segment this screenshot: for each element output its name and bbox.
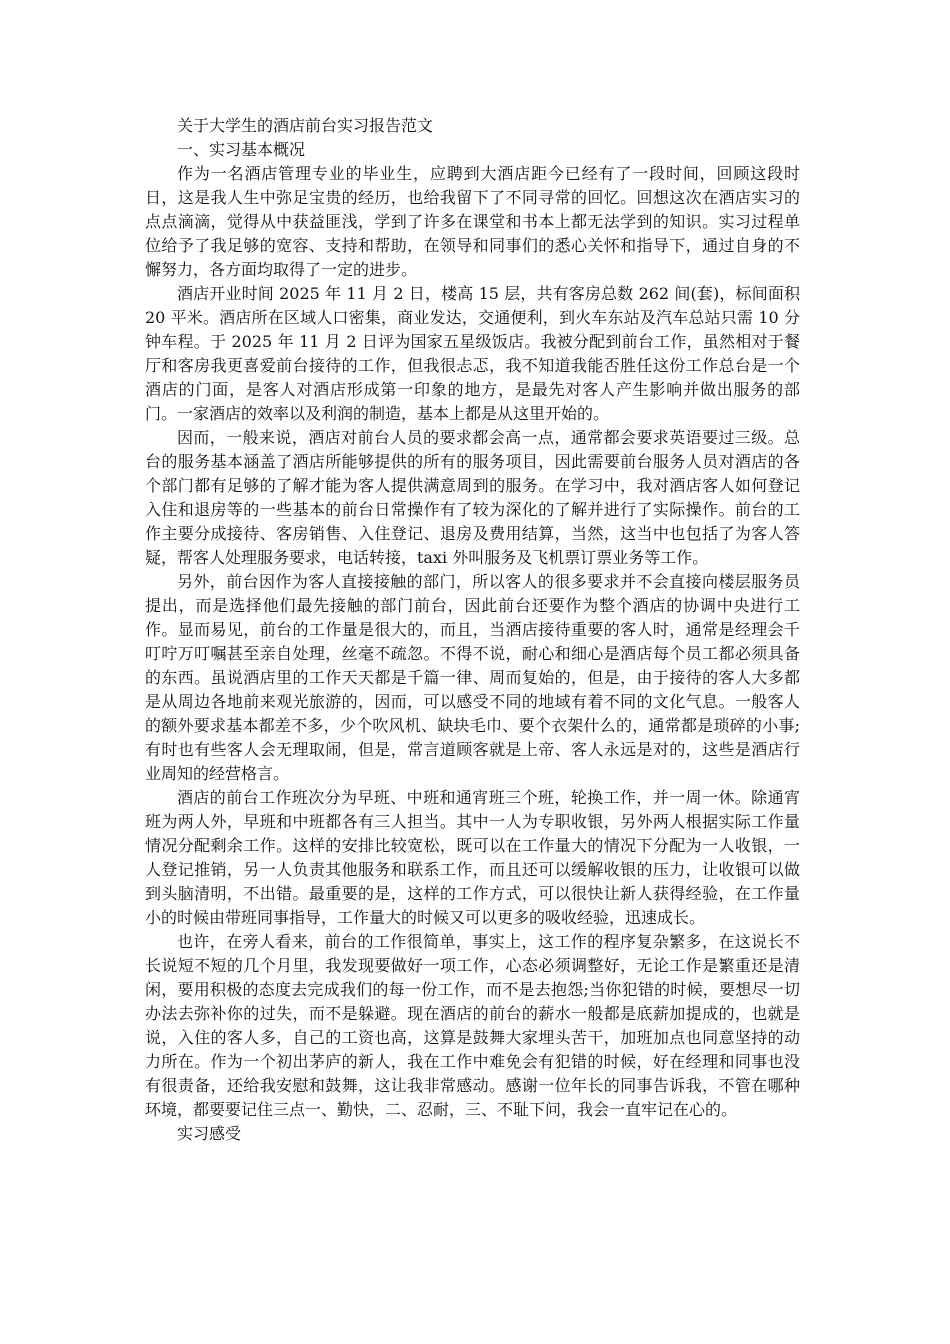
paragraph-front-desk-duties: 因而，一般来说，酒店对前台人员的要求都会高一点，通常都会要求英语要过三级。总台的服务基本涵盖了酒店所能够提供的所有的服务项目，因此需要前台服务人员对酒店的各个部门都有足够的了解才能为客人提供满意周到的服务。在学习中，我对酒店客人如何登记入住和退房等的一些基本的前台日常操作有了较为深化的了解并进行了实际操作。前台的工作主要分成接待、客房销售、入住登记、退房及费用结算，当然，这当中也包括了为客人答疑，帮客人处理服务要求，电话转接，taxi 外叫服务及飞机票订票业务等工作。: [145, 428, 800, 567]
paragraph-hotel-info: 酒店开业时间 2025 年 11 月 2 日，楼高 15 层，共有客房总数 262 间(套)，标间面积 20 平米。酒店所在区域人口密集，商业发达，交通便利，到火车东站及汽车总站只需 10 分钟车程。于 2025 年 11 月 2 日评为国家五星级饭店。我被分配到前台工作，虽然相对于餐厅和客房我更喜爱前台接待的工作，但我很忐忑，我不知道我能否胜任这份工作总台是一个酒店的门面，是客人对酒店形成第一印象的地方，是最先对客人产生影响并做出服务的部门。一家酒店的效率以及利润的制造，基本上都是从这里开始的。: [145, 284, 800, 423]
paragraph-intro: 作为一名酒店管理专业的毕业生，应聘到大酒店距今已经有了一段时间，回顾这段时日，这是我人生中弥足宝贵的经历，也给我留下了不同寻常的回忆。回想这次在酒店实习的点点滴滴，觉得从中获益匪浅，学到了许多在课堂和书本上都无法学到的知识。实习过程单位给予了我足够的宽容、支持和帮助，在领导和同事们的悉心关怀和指导下，通过自身的不懈努力，各方面均取得了一定的进步。: [145, 164, 800, 279]
section-heading-feelings: 实习感受: [177, 1124, 242, 1143]
paragraph-reflection: 也许，在旁人看来，前台的工作很简单，事实上，这工作的程序复杂繁多，在这说长不长说短不短的几个月里，我发现要做好一项工作，心态必须调整好，无论工作是繁重还是清闲，要用积极的态度去完成我们的每一份工作，而不是去抱怨;当你犯错的时候，要想尽一切办法去弥补你的过失，而不是躲避。现在酒店的前台的薪水一般都是底薪加提成的，也就是说，入住的客人多，自己的工资也高，这算是鼓舞大家埋头苦干，加班加点也同意坚持的动力所在。作为一个初出茅庐的新人，我在工作中难免会有犯错的时候，好在经理和同事也没有很责备，还给我安慰和鼓舞，这让我非常感动。感谢一位年长的同事告诉我，不管在哪种环境，都要要记住三点一、勤快，二、忍耐，三、不耻下问，我会一直牢记在心的。: [145, 932, 800, 1119]
paragraph-shifts: 酒店的前台工作班次分为早班、中班和通宵班三个班，轮换工作，并一周一休。除通宵班为两人外，早班和中班都各有三人担当。其中一人为专职收银，另外两人根据实际工作量情况分配剩余工作。这样的安排比较宽松，既可以在工作量大的情况下分配为一人收银，一人登记推销，另一人负责其他服务和联系工作，而且还可以缓解收银的压力，让收银可以做到头脑清明，不出错。最重要的是，这样的工作方式，可以很快让新人获得经验，在工作量小的时候由带班同事指导，工作量大的时候又可以更多的吸收经验，迅速成长。: [145, 788, 800, 927]
document-title: 关于大学生的酒店前台实习报告范文: [177, 116, 434, 135]
section-heading-overview: 一、实习基本概况: [177, 140, 306, 159]
paragraph-coordination: 另外，前台因作为客人直接接触的部门，所以客人的很多要求并不会直接向楼层服务员提出，而是选择他们最先接触的部门前台，因此前台还要作为整个酒店的协调中央进行工作。显而易见，前台的工作量是很大的，而且，当酒店接待重要的客人时，通常是经理会千叮咛万叮嘱甚至亲自处理，丝毫不疏忽。不得不说，耐心和细心是酒店每个员工都必须具备的东西。虽说酒店里的工作天天都是千篇一律、周而复始的，但是，由于接待的客人大多都是从周边各地前来观光旅游的，因而，可以感受不同的地域有着不同的文化气息。一般客人的额外要求基本都差不多，少个吹风机、缺块毛巾、要个衣架什么的，通常都是琐碎的小事;有时也有些客人会无理取闹，但是，常言道顾客就是上帝、客人永远是对的，这些是酒店行业周知的经营格言。: [145, 572, 800, 783]
document-body: [145, 114, 800, 1146]
